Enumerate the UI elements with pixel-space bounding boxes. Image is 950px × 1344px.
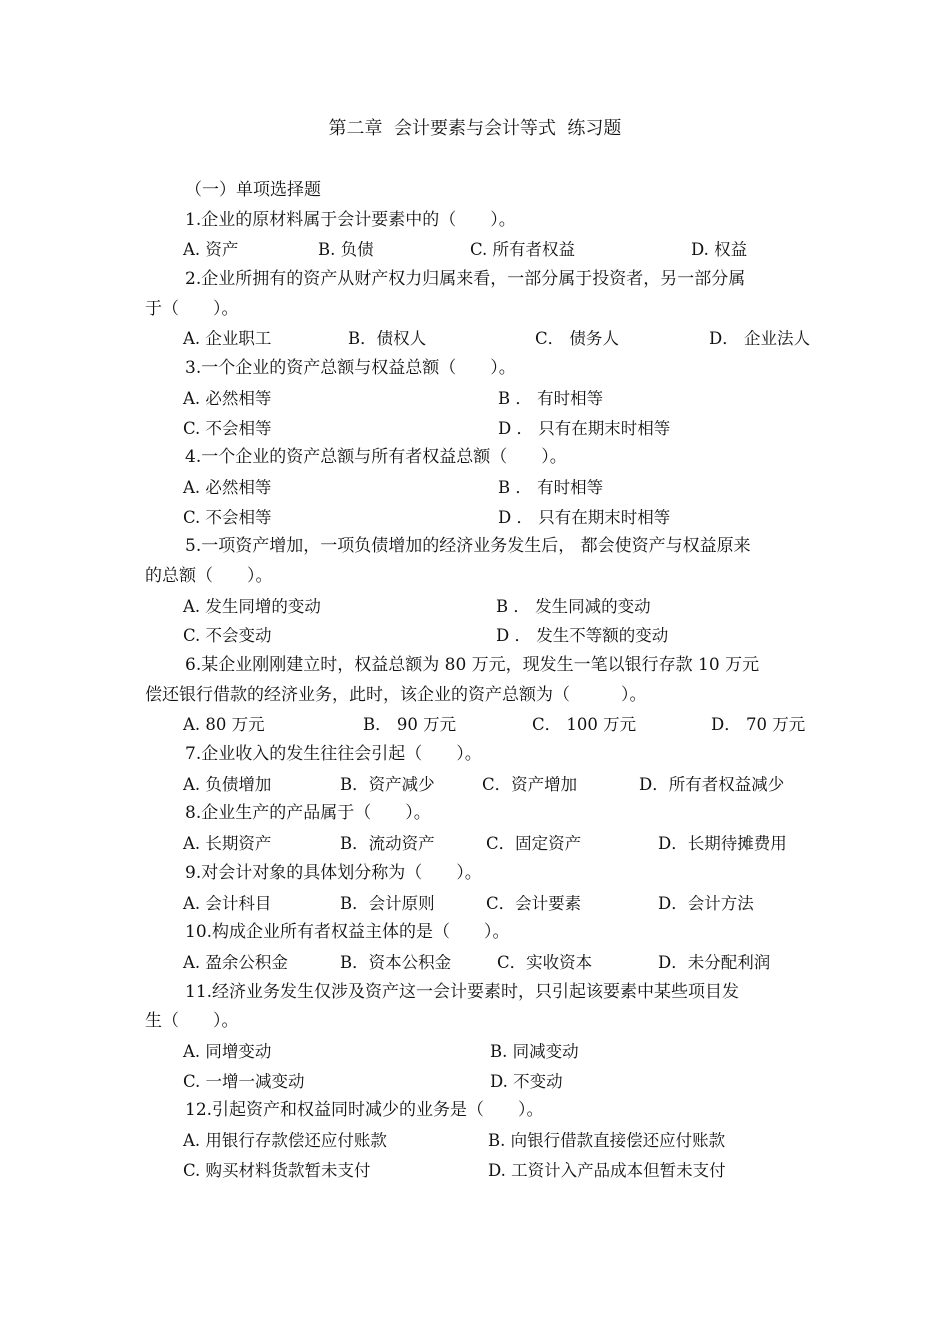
answer-option: B．资产减少 bbox=[340, 774, 435, 794]
question-text-continued: 于（ ）。 bbox=[145, 298, 239, 319]
answer-option: B．债权人 bbox=[348, 329, 427, 349]
question-text: 4.一个企业的资产总额与所有者权益总额（ ）。 bbox=[185, 447, 567, 468]
section-heading: （一）单项选择题 bbox=[185, 180, 321, 200]
question-text-continued: 偿还银行借款的经济业务，此时，该企业的资产总额为（ ）。 bbox=[145, 684, 647, 705]
answer-option: B. 同减变动 bbox=[490, 1041, 579, 1061]
answer-option: D． 企业法人 bbox=[709, 329, 810, 349]
question-text: 7.企业收入的发生往往会引起（ ）。 bbox=[185, 744, 482, 765]
answer-option: B ． 发生同减的变动 bbox=[496, 596, 651, 616]
question-text: 3.一个企业的资产总额与权益总额（ ）。 bbox=[185, 358, 516, 379]
option-row bbox=[145, 384, 810, 414]
option-row bbox=[145, 1126, 810, 1156]
answer-option: D. 不变动 bbox=[490, 1071, 563, 1091]
question-text: 5.一项资产增加，一项负债增加的经济业务发生后， 都会使资产与权益原来 bbox=[185, 536, 751, 557]
option-row bbox=[145, 770, 810, 800]
answer-option: C．实收资本 bbox=[497, 952, 593, 972]
answer-option: A. 用银行存款偿还应付账款 bbox=[183, 1131, 387, 1150]
option-row bbox=[145, 324, 810, 354]
option-row bbox=[145, 948, 810, 978]
answer-option: C. 一增一减变动 bbox=[183, 1071, 305, 1091]
question-text: 6.某企业刚刚建立时，权益总额为 80 万元，现发生一笔以银行存款 10 万元 bbox=[185, 655, 760, 675]
answer-option: A. 同增变动 bbox=[183, 1041, 272, 1061]
question-text: 12.引起资产和权益同时减少的业务是（ ）。 bbox=[185, 1100, 544, 1121]
page-title: 第二章 会计要素与会计等式 练习题 bbox=[328, 118, 622, 139]
answer-option: D ． 只有在期末时相等 bbox=[498, 507, 671, 527]
option-row bbox=[145, 1156, 810, 1186]
option-row bbox=[145, 621, 810, 651]
answer-option: C． 债务人 bbox=[535, 329, 619, 349]
answer-option: D ． 只有在期末时相等 bbox=[498, 418, 671, 438]
option-row bbox=[145, 235, 810, 265]
answer-option: A. 资产 bbox=[183, 240, 239, 260]
question-text: 2.企业所拥有的资产从财产权力归属来看，一部分属于投资者，另一部分属 bbox=[185, 269, 746, 290]
answer-option: C. 购买材料货款暂未支付 bbox=[183, 1160, 371, 1180]
answer-option: A. 必然相等 bbox=[183, 477, 272, 497]
question-text-continued: 的总额（ ）。 bbox=[145, 565, 273, 586]
answer-option: A. 发生同增的变动 bbox=[183, 596, 321, 616]
option-row bbox=[145, 414, 810, 444]
answer-option: B. 向银行借款直接偿还应付账款 bbox=[488, 1131, 726, 1150]
answer-option: A. 盈余公积金 bbox=[183, 952, 288, 972]
answer-option: C．会计要素 bbox=[486, 893, 582, 913]
answer-option: A. 负债增加 bbox=[183, 774, 272, 794]
option-row bbox=[145, 1067, 810, 1097]
answer-option: B ． 有时相等 bbox=[498, 477, 604, 497]
question-list bbox=[145, 176, 810, 1185]
answer-option: C．固定资产 bbox=[486, 834, 582, 854]
question-text: 8.企业生产的产品属于（ ）。 bbox=[185, 803, 431, 824]
answer-option: B ． 有时相等 bbox=[498, 388, 604, 408]
answer-option: A. 必然相等 bbox=[183, 388, 272, 408]
answer-option: C. 不会相等 bbox=[183, 507, 272, 527]
answer-option: B． 90 万元 bbox=[363, 715, 457, 735]
option-row bbox=[145, 829, 810, 859]
answer-option: D ． 发生不等额的变动 bbox=[496, 626, 669, 646]
answer-option: D．会计方法 bbox=[658, 893, 754, 913]
answer-option: D．未分配利润 bbox=[658, 952, 771, 972]
answer-option: D． 70 万元 bbox=[711, 715, 806, 735]
answer-option: A. 会计科目 bbox=[183, 893, 272, 913]
answer-option: C. 不会变动 bbox=[183, 626, 272, 646]
answer-option: B. 负债 bbox=[318, 240, 374, 260]
answer-option: B．会计原则 bbox=[340, 893, 435, 913]
answer-option: D. 权益 bbox=[691, 240, 748, 260]
question-text: 11.经济业务发生仅涉及资产这一会计要素时，只引起该要素中某些项目发 bbox=[185, 981, 740, 1002]
question-text: 10.构成企业所有者权益主体的是（ ）。 bbox=[185, 922, 510, 943]
answer-option: D．长期待摊费用 bbox=[658, 834, 787, 854]
answer-option: D．所有者权益减少 bbox=[639, 774, 785, 794]
question-text: 9.对会计对象的具体划分称为（ ）。 bbox=[185, 862, 482, 883]
option-row bbox=[145, 592, 810, 622]
option-row bbox=[145, 473, 810, 503]
option-row bbox=[145, 889, 810, 919]
answer-option: C. 所有者权益 bbox=[470, 240, 576, 260]
answer-option: B．资本公积金 bbox=[340, 952, 452, 972]
answer-option: C．资产增加 bbox=[482, 774, 578, 794]
answer-option: A. 企业职工 bbox=[183, 329, 272, 349]
question-text: 1.企业的原材料属于会计要素中的（ ）。 bbox=[185, 209, 516, 230]
answer-option: C． 100 万元 bbox=[532, 715, 637, 735]
question-text-continued: 生（ ）。 bbox=[145, 1011, 239, 1032]
option-row bbox=[145, 503, 810, 533]
answer-option: D. 工资计入产品成本但暂未支付 bbox=[488, 1160, 726, 1180]
answer-option: C. 不会相等 bbox=[183, 418, 272, 438]
answer-option: A. 长期资产 bbox=[183, 834, 272, 854]
option-row bbox=[145, 1037, 810, 1067]
option-row bbox=[145, 710, 810, 740]
answer-option: A. 80 万元 bbox=[183, 715, 265, 735]
answer-option: B．流动资产 bbox=[340, 834, 435, 854]
